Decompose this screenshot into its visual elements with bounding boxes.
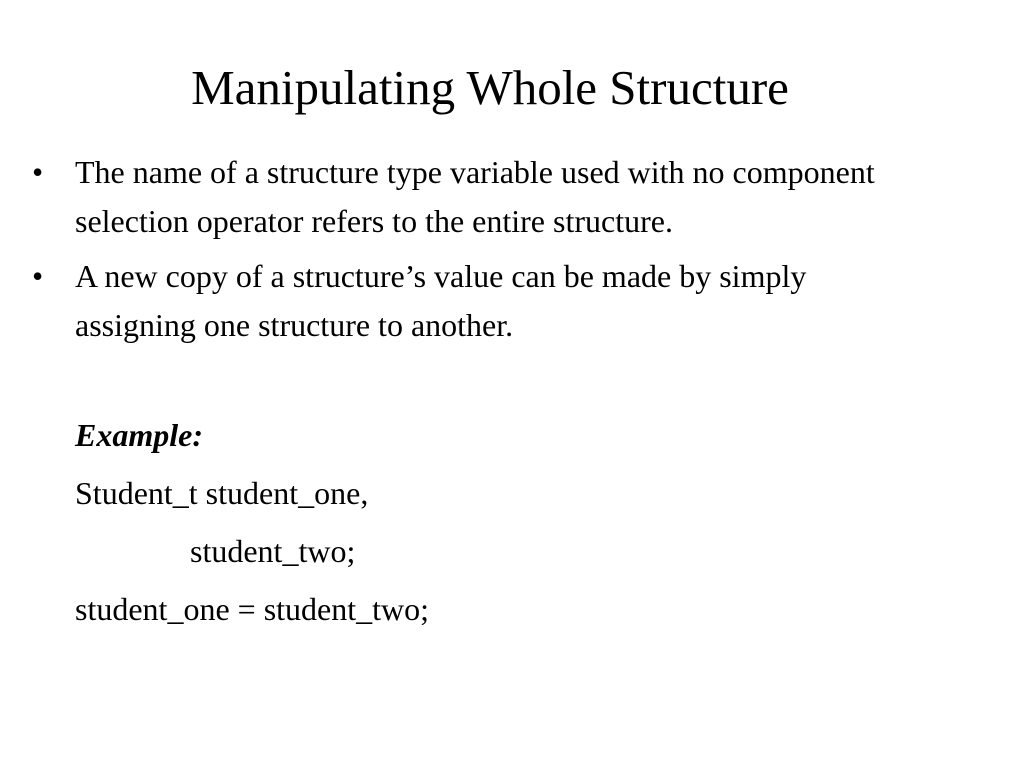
bullet-item (30, 148, 930, 246)
bullet-icon: • (32, 258, 44, 294)
bullet-text: The name of a structure type variable used with no component selection operator refers to the entire structure. (75, 154, 875, 239)
code-line: student_one = student_two; (75, 591, 430, 627)
slide-content (30, 148, 930, 643)
bullet-icon: • (32, 154, 44, 190)
code-line: Student_t student_one, (75, 475, 369, 511)
example-label: Example: (75, 417, 203, 453)
bullet-item (30, 252, 930, 350)
code-line: student_two; (190, 533, 356, 569)
slide-title: Manipulating Whole Structure (191, 60, 789, 115)
spacer (30, 356, 930, 411)
bullet-text: A new copy of a structure’s value can be made by simply assigning one structure to another. (75, 258, 807, 343)
